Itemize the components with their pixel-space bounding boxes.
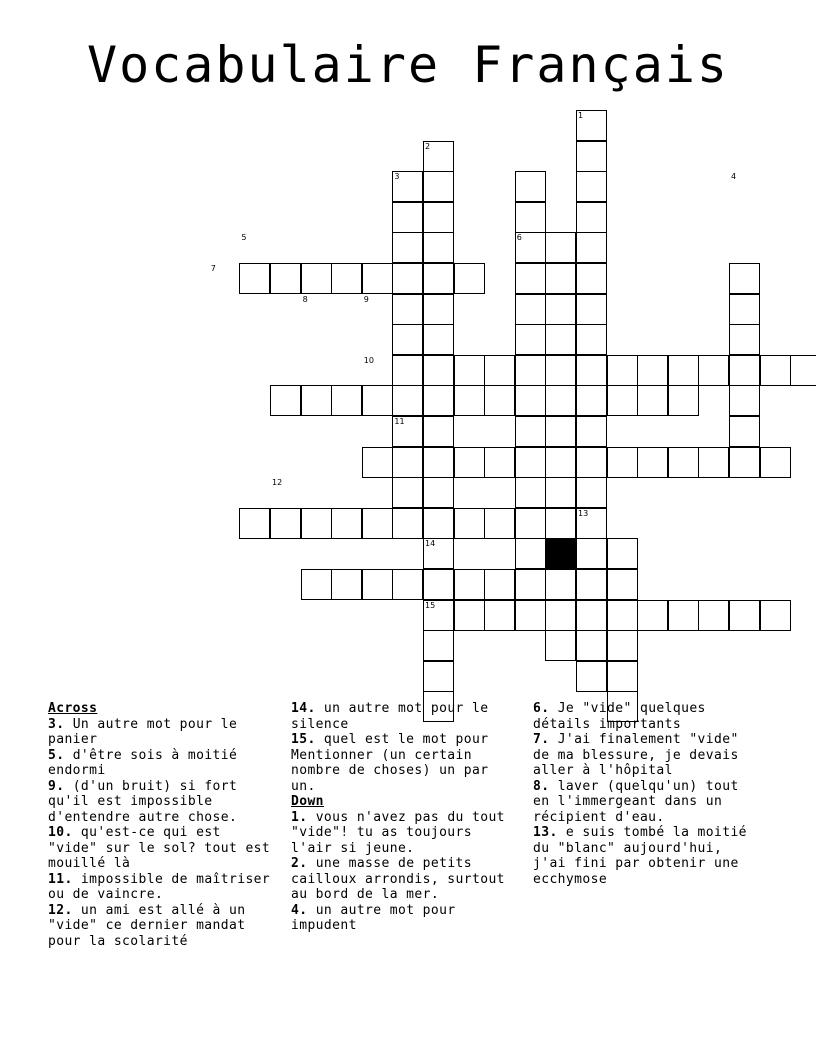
grid-cell[interactable] bbox=[607, 538, 638, 569]
grid-cell[interactable] bbox=[576, 141, 607, 172]
clue-number: 11 bbox=[394, 417, 405, 426]
clue bbox=[48, 748, 276, 779]
clue-number-label: 6. bbox=[533, 701, 550, 716]
grid-cell[interactable] bbox=[637, 600, 668, 631]
clue-text: e suis tombé la moitié du "blanc" aujourd'hui, j'ai fini par obtenir une ecchymose bbox=[533, 825, 747, 887]
grid-cell[interactable] bbox=[423, 661, 454, 692]
grid-cell[interactable] bbox=[515, 447, 546, 478]
grid-cell[interactable] bbox=[515, 324, 546, 355]
grid-cell[interactable] bbox=[729, 447, 760, 478]
grid-cell[interactable] bbox=[576, 600, 607, 631]
grid-cell[interactable] bbox=[392, 263, 423, 294]
clue-text: quel est le mot pour Mentionner (un certain nombre de choses) un par un. bbox=[291, 732, 489, 794]
grid-cell[interactable] bbox=[423, 447, 454, 478]
clue-number-label: 3. bbox=[48, 716, 65, 732]
grid-cell[interactable] bbox=[423, 569, 454, 600]
grid-cell[interactable] bbox=[515, 508, 546, 539]
grid-cell[interactable] bbox=[668, 447, 699, 478]
grid-cell[interactable] bbox=[698, 447, 729, 478]
grid-cell[interactable] bbox=[545, 385, 576, 416]
grid-cell[interactable] bbox=[515, 477, 546, 508]
clue-number: 1 bbox=[578, 111, 584, 120]
grid-cell[interactable] bbox=[331, 508, 362, 539]
grid-cell[interactable] bbox=[576, 569, 607, 600]
grid-cell[interactable] bbox=[760, 447, 791, 478]
grid-cell[interactable] bbox=[545, 508, 576, 539]
clue-number: 5 bbox=[241, 233, 247, 243]
grid-cell[interactable] bbox=[301, 263, 332, 294]
blocked-cell bbox=[545, 538, 576, 569]
grid-cell[interactable] bbox=[239, 508, 270, 539]
grid-cell[interactable] bbox=[545, 630, 576, 661]
clue-number: 2 bbox=[425, 141, 431, 151]
grid-cell[interactable] bbox=[607, 630, 638, 661]
clue-number: 13 bbox=[578, 508, 589, 518]
grid-cell[interactable] bbox=[576, 355, 607, 386]
puzzle-title: Vocabulaire Français bbox=[86, 36, 730, 94]
grid-cell[interactable] bbox=[729, 416, 760, 447]
grid-cell[interactable] bbox=[423, 416, 454, 447]
grid-cell[interactable] bbox=[331, 569, 362, 600]
grid-cell[interactable] bbox=[423, 202, 454, 233]
grid-cell[interactable] bbox=[698, 355, 729, 386]
grid-cell[interactable] bbox=[392, 508, 423, 539]
clue-number-label: 2. bbox=[291, 856, 308, 871]
clue-number-label: 7. bbox=[533, 732, 550, 747]
grid-cell[interactable] bbox=[484, 600, 515, 631]
grid-cell[interactable] bbox=[760, 600, 791, 631]
clue-text: (d'un bruit) si fort qu'il est impossible d'entendre autre chose. bbox=[48, 778, 238, 825]
grid-cell[interactable] bbox=[331, 263, 362, 294]
clue-number: 3 bbox=[394, 172, 400, 182]
grid-cell[interactable] bbox=[454, 569, 485, 600]
grid-cell[interactable] bbox=[607, 661, 638, 692]
grid-cell[interactable] bbox=[423, 294, 454, 325]
grid-cell[interactable] bbox=[392, 324, 423, 355]
grid-cell[interactable] bbox=[454, 263, 485, 294]
clue-text: un autre mot pour le silence bbox=[291, 701, 489, 732]
grid-cell[interactable] bbox=[790, 355, 816, 386]
grid-cell[interactable] bbox=[392, 447, 423, 478]
grid-cell[interactable] bbox=[362, 569, 393, 600]
grid-cell[interactable] bbox=[515, 385, 546, 416]
grid-cell[interactable] bbox=[423, 477, 454, 508]
grid-cell[interactable] bbox=[362, 447, 393, 478]
grid-cell[interactable] bbox=[484, 385, 515, 416]
clue-text: qu'est-ce qui est "vide" sur le sol? tout est mouillé là bbox=[48, 825, 271, 871]
clue-text: Je "vide" quelques détails importants bbox=[533, 701, 706, 732]
clue-number: 4 bbox=[731, 172, 737, 182]
grid-cell[interactable] bbox=[576, 171, 607, 202]
grid-cell[interactable] bbox=[515, 355, 546, 386]
clue-number-label: 14. bbox=[291, 701, 316, 716]
grid-cell[interactable] bbox=[545, 600, 576, 631]
grid-cell[interactable] bbox=[729, 324, 760, 355]
grid-cell[interactable] bbox=[637, 355, 668, 386]
clue-number-label: 12. bbox=[48, 902, 73, 918]
grid-cell[interactable] bbox=[545, 416, 576, 447]
clue bbox=[291, 732, 519, 794]
grid-cell[interactable] bbox=[423, 508, 454, 539]
clue-number: 10 bbox=[363, 355, 374, 365]
clue-number: 8 bbox=[302, 294, 308, 304]
clue-text: une masse de petits cailloux arrondis, surtout au bord de la mer. bbox=[291, 856, 505, 902]
clue bbox=[291, 810, 519, 857]
clue-number: 7 bbox=[210, 264, 216, 273]
clue-number-label: 9. bbox=[48, 778, 65, 794]
grid-cell[interactable] bbox=[423, 263, 454, 294]
grid-cell[interactable] bbox=[545, 294, 576, 325]
grid-cell[interactable] bbox=[423, 232, 454, 263]
clue-number-label: 4. bbox=[291, 902, 308, 918]
grid-cell[interactable] bbox=[545, 263, 576, 294]
grid-cell[interactable] bbox=[607, 447, 638, 478]
grid-cell[interactable] bbox=[270, 385, 301, 416]
grid-cell[interactable] bbox=[729, 294, 760, 325]
clue-number-label: 13. bbox=[533, 825, 558, 840]
grid-cell[interactable] bbox=[454, 447, 485, 478]
clue-number: 14 bbox=[425, 539, 436, 549]
grid-cell[interactable] bbox=[484, 569, 515, 600]
grid-cell[interactable] bbox=[270, 508, 301, 539]
grid-cell[interactable] bbox=[454, 355, 485, 386]
clues-column-1 bbox=[48, 701, 276, 949]
grid-cell[interactable] bbox=[392, 569, 423, 600]
grid-cell[interactable] bbox=[392, 355, 423, 386]
grid-cell[interactable] bbox=[423, 355, 454, 386]
clue bbox=[48, 872, 276, 903]
grid-cell[interactable] bbox=[545, 477, 576, 508]
grid-cell[interactable] bbox=[392, 232, 423, 263]
clues-column-3 bbox=[533, 701, 761, 887]
grid-cell[interactable] bbox=[331, 385, 362, 416]
across-header: Across bbox=[48, 701, 98, 716]
grid-cell[interactable] bbox=[515, 263, 546, 294]
clue-number-label: 1. bbox=[291, 809, 308, 825]
grid-cell[interactable] bbox=[668, 385, 699, 416]
grid-cell[interactable] bbox=[576, 324, 607, 355]
grid-cell[interactable] bbox=[545, 324, 576, 355]
grid-cell[interactable] bbox=[729, 385, 760, 416]
grid-cell[interactable] bbox=[454, 600, 485, 631]
grid-cell[interactable] bbox=[637, 385, 668, 416]
grid-cell[interactable] bbox=[607, 385, 638, 416]
grid-cell[interactable] bbox=[515, 538, 546, 569]
clue-text: Un autre mot pour le panier bbox=[48, 716, 238, 747]
grid-cell[interactable] bbox=[301, 508, 332, 539]
grid-cell[interactable] bbox=[576, 416, 607, 447]
grid-cell[interactable] bbox=[423, 385, 454, 416]
grid-cell[interactable] bbox=[454, 508, 485, 539]
clue bbox=[48, 903, 276, 950]
grid-cell[interactable] bbox=[362, 508, 393, 539]
clue-text: un autre mot pour impudent bbox=[291, 902, 456, 933]
clue-number: 6 bbox=[516, 233, 522, 243]
grid-cell[interactable] bbox=[515, 294, 546, 325]
clue bbox=[533, 701, 761, 732]
clue-text: un ami est allé à un "vide" ce dernier mandat pour la scolarité bbox=[48, 902, 246, 949]
clue-text: J'ai finalement "vide" de ma blessure, je devais aller à l'hôpital bbox=[533, 732, 739, 778]
clue bbox=[48, 779, 276, 826]
grid-cell[interactable] bbox=[576, 385, 607, 416]
clue-number-label: 15. bbox=[291, 732, 316, 747]
grid-cell[interactable] bbox=[607, 600, 638, 631]
grid-cell[interactable] bbox=[362, 385, 393, 416]
grid-cell[interactable] bbox=[392, 477, 423, 508]
grid-cell[interactable] bbox=[576, 263, 607, 294]
grid-cell[interactable] bbox=[362, 263, 393, 294]
grid-cell[interactable] bbox=[729, 600, 760, 631]
grid-cell[interactable] bbox=[760, 355, 791, 386]
clue bbox=[291, 856, 519, 903]
clues-column-2 bbox=[291, 701, 519, 934]
grid-cell[interactable] bbox=[545, 569, 576, 600]
clue bbox=[533, 825, 761, 887]
grid-cell[interactable] bbox=[484, 355, 515, 386]
clue bbox=[48, 717, 276, 748]
clue-number-label: 8. bbox=[533, 778, 550, 794]
clue bbox=[291, 903, 519, 934]
grid-cell[interactable] bbox=[423, 171, 454, 202]
grid-cell[interactable] bbox=[301, 569, 332, 600]
grid-cell[interactable] bbox=[392, 385, 423, 416]
grid-cell[interactable] bbox=[545, 355, 576, 386]
grid-cell[interactable] bbox=[576, 477, 607, 508]
grid-cell[interactable] bbox=[454, 385, 485, 416]
grid-cell[interactable] bbox=[392, 202, 423, 233]
grid-cell[interactable] bbox=[729, 263, 760, 294]
grid-cell[interactable] bbox=[515, 202, 546, 233]
clue-text: impossible de maîtriser ou de vaincre. bbox=[48, 871, 271, 902]
clue-text: vous n'avez pas du tout "vide"! tu as toujours l'air si jeune. bbox=[291, 809, 505, 856]
grid-cell[interactable] bbox=[484, 508, 515, 539]
grid-cell[interactable] bbox=[270, 263, 301, 294]
clue-text: d'être sois à moitié endormi bbox=[48, 747, 238, 778]
grid-cell[interactable] bbox=[515, 569, 546, 600]
grid-cell[interactable] bbox=[545, 232, 576, 263]
clue bbox=[533, 779, 761, 826]
clue-number: 9 bbox=[363, 294, 369, 304]
grid-cell[interactable] bbox=[576, 447, 607, 478]
grid-cell[interactable] bbox=[668, 355, 699, 386]
grid-cell[interactable] bbox=[637, 447, 668, 478]
grid-cell[interactable] bbox=[423, 630, 454, 661]
grid-cell[interactable] bbox=[698, 600, 729, 631]
grid-cell[interactable] bbox=[239, 263, 270, 294]
grid-cell[interactable] bbox=[576, 630, 607, 661]
grid-cell[interactable] bbox=[484, 447, 515, 478]
grid-cell[interactable] bbox=[576, 232, 607, 263]
grid-cell[interactable] bbox=[515, 171, 546, 202]
grid-cell[interactable] bbox=[668, 600, 699, 631]
clue-number: 12 bbox=[272, 478, 283, 488]
grid-cell[interactable] bbox=[607, 569, 638, 600]
grid-cell[interactable] bbox=[607, 355, 638, 386]
grid-cell[interactable] bbox=[545, 447, 576, 478]
grid-cell[interactable] bbox=[515, 416, 546, 447]
grid-cell[interactable] bbox=[515, 600, 546, 631]
grid-cell[interactable] bbox=[576, 294, 607, 325]
clue-number-label: 11. bbox=[48, 871, 73, 887]
grid-cell[interactable] bbox=[392, 294, 423, 325]
grid-cell[interactable] bbox=[423, 324, 454, 355]
clue-text: laver (quelqu'un) tout en l'immergeant dans un récipient d'eau. bbox=[533, 778, 739, 825]
grid-cell[interactable] bbox=[576, 661, 607, 692]
down-header: Down bbox=[291, 794, 324, 809]
clue bbox=[291, 701, 519, 732]
clue-number: 15 bbox=[425, 600, 436, 610]
grid-cell[interactable] bbox=[729, 355, 760, 386]
clue bbox=[533, 732, 761, 779]
grid-cell[interactable] bbox=[301, 385, 332, 416]
grid-cell[interactable] bbox=[576, 202, 607, 233]
grid-cell[interactable] bbox=[576, 538, 607, 569]
clue-number-label: 5. bbox=[48, 747, 65, 763]
clue bbox=[48, 825, 276, 872]
clue-number-label: 10. bbox=[48, 825, 73, 840]
